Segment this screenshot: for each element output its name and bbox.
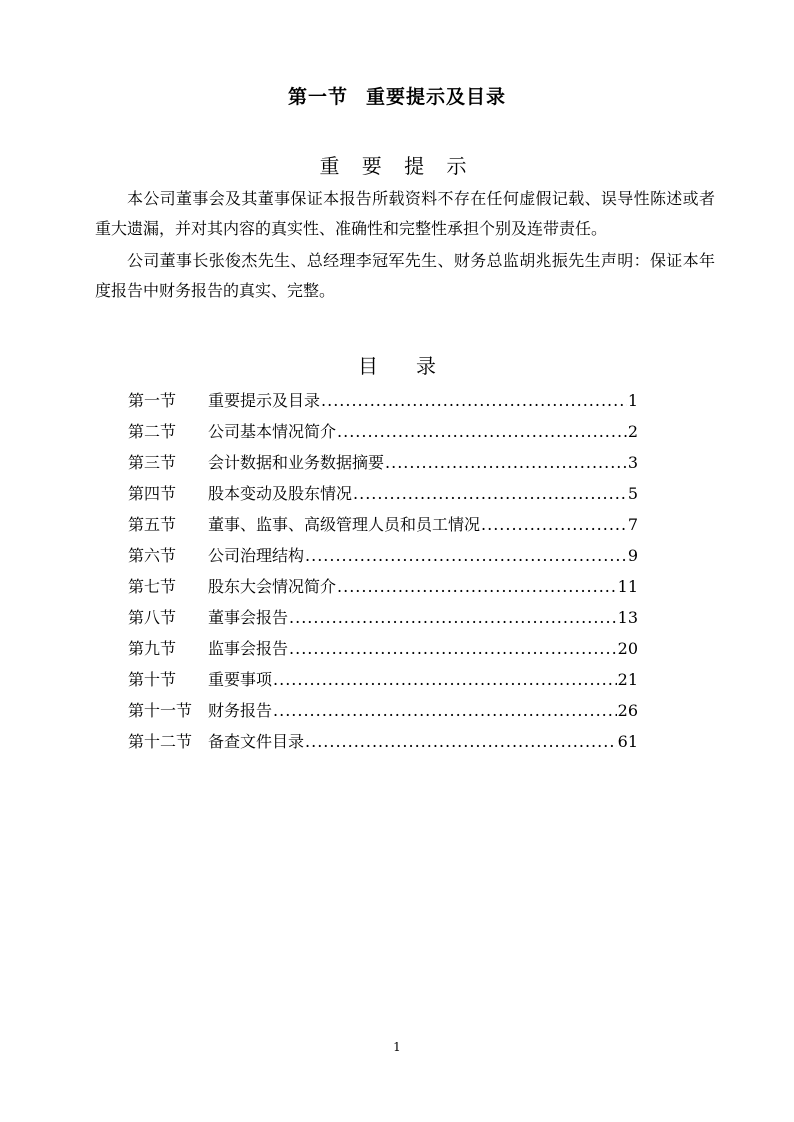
toc-leader-dots (289, 608, 617, 628)
toc-entry[interactable] (128, 543, 638, 574)
notice-paragraph-1: 本公司董事会及其董事保证本报告所载资料不存在任何虚假记载、误导性陈述或者重大遗漏，并对其内容的真实性、准确性和完整性承担个别及连带责任。 (95, 189, 715, 238)
toc-entry-title: 财务报告 (208, 701, 273, 720)
toc-leader-dots (481, 515, 627, 535)
toc-leader-dots (337, 577, 617, 597)
toc-entry-page: 9 (627, 546, 638, 565)
toc-entry-section: 第五节 (128, 515, 177, 534)
toc-leader-dots (337, 422, 627, 442)
toc-entry-title: 重要事项 (208, 670, 273, 689)
toc-leader-dots (321, 391, 627, 411)
toc-entry-page: 21 (617, 670, 638, 689)
toc-heading-right: 录 (416, 354, 436, 378)
notice-heading: 重 要 提 示 (319, 154, 475, 178)
toc-leader-dots (385, 453, 627, 473)
toc-leader-dots (353, 484, 627, 504)
toc-entry-title: 股东大会情况简介 (208, 577, 337, 596)
toc-entry-page: 5 (627, 484, 638, 503)
notice-paragraph-2: 公司董事长张俊杰先生、总经理李冠军先生、财务总监胡兆振先生声明：保证本年度报告中财务报告的真实、完整。 (95, 251, 715, 300)
toc-entry-section: 第十二节 (128, 732, 193, 751)
toc-entry-title: 董事会报告 (208, 608, 289, 627)
toc-leader-dots (289, 639, 617, 659)
toc-entry-page: 61 (617, 732, 638, 751)
toc-entry-section: 第四节 (128, 484, 177, 503)
toc-entry-title: 董事、监事、高级管理人员和员工情况 (208, 515, 481, 534)
toc-entry-page: 7 (627, 515, 638, 534)
toc-entry-section: 第二节 (128, 422, 177, 441)
toc-entry-page: 2 (627, 422, 638, 441)
toc-entry-section: 第八节 (128, 608, 177, 627)
toc-entry-page: 11 (617, 577, 638, 596)
toc-entry[interactable] (128, 512, 638, 543)
page-title (0, 82, 794, 109)
toc-entry-title: 公司治理结构 (208, 546, 305, 565)
toc-heading (0, 350, 794, 379)
toc-entry-title: 股本变动及股东情况 (208, 484, 353, 503)
toc-entry-section: 第九节 (128, 639, 177, 658)
toc-leader-dots (273, 670, 617, 690)
toc-list (128, 388, 638, 760)
toc-entry[interactable] (128, 450, 638, 481)
toc-entry[interactable] (128, 636, 638, 667)
toc-entry-page: 20 (617, 639, 638, 658)
toc-entry-title: 监事会报告 (208, 639, 289, 658)
toc-leader-dots (305, 732, 617, 752)
page-title-section: 第一节 (287, 86, 348, 108)
page-title-text: 重要提示及目录 (366, 86, 507, 108)
toc-entry[interactable] (128, 574, 638, 605)
toc-entry-title: 会计数据和业务数据摘要 (208, 453, 385, 472)
toc-entry-page: 13 (617, 608, 638, 627)
toc-entry[interactable] (128, 667, 638, 698)
toc-entry-section: 第七节 (128, 577, 177, 596)
toc-entry[interactable] (128, 388, 638, 419)
toc-entry-title: 重要提示及目录 (208, 391, 321, 410)
toc-entry-section: 第一节 (128, 391, 177, 410)
toc-entry-page: 26 (617, 701, 638, 720)
toc-entry-title: 备查文件目录 (208, 732, 305, 751)
toc-leader-dots (273, 701, 617, 721)
toc-entry-page: 1 (627, 391, 638, 410)
toc-leader-dots (305, 546, 627, 566)
toc-entry-title: 公司基本情况简介 (208, 422, 337, 441)
toc-heading-left: 目 (358, 354, 378, 378)
toc-entry[interactable] (128, 481, 638, 512)
toc-entry-section: 第三节 (128, 453, 177, 472)
toc-entry[interactable] (128, 698, 638, 729)
toc-entry[interactable] (128, 419, 638, 450)
page-number: 1 (393, 1040, 401, 1054)
toc-entry-page: 3 (627, 453, 638, 472)
toc-entry-section: 第十一节 (128, 701, 193, 720)
toc-entry[interactable] (128, 605, 638, 636)
toc-entry[interactable] (128, 729, 638, 760)
toc-entry-section: 第六节 (128, 546, 177, 565)
toc-entry-section: 第十节 (128, 670, 177, 689)
